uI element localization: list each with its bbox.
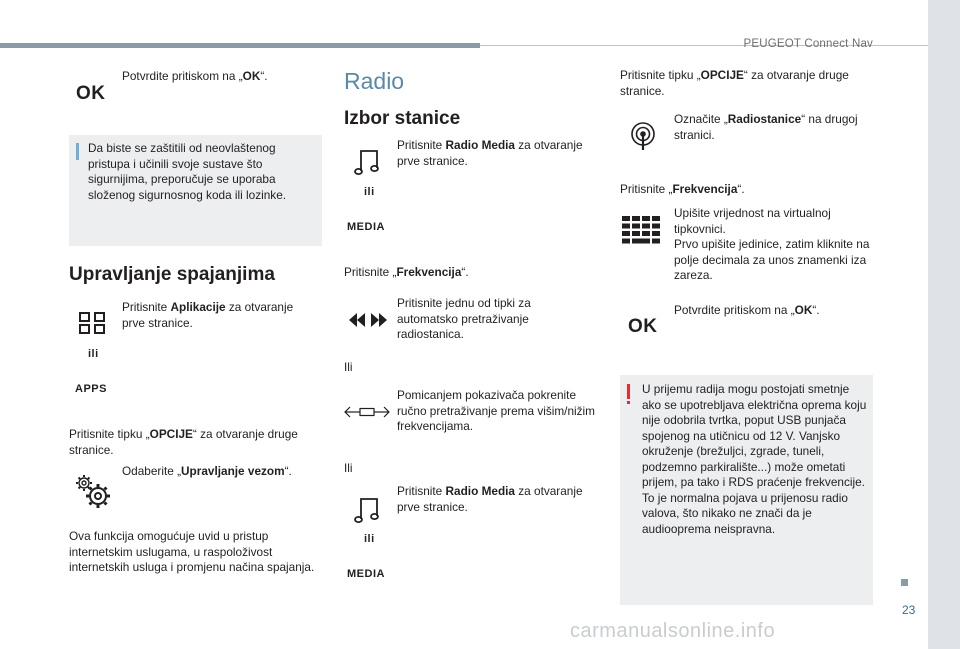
ok-icon: OK [628, 316, 658, 337]
frequency-slider-icon [344, 405, 390, 419]
apps-button-label: APPS [75, 383, 107, 395]
frequency-text: Pritisnite „Frekvencija“. [620, 182, 745, 196]
apps-text: Pritisnite Aplikacije za otvaranje prve stranice. [122, 300, 294, 330]
or-label-cap: Ili [344, 461, 353, 475]
keypad-text-line-1: Upišite vrijednost na virtualnoj tipkovnici. [674, 206, 831, 236]
or-label-cap: Ili [344, 360, 353, 374]
slider-text: Pomicanjem pokazivača pokrenite ručno pretraživanje prema višim/nižim frekvencijama. [397, 388, 595, 433]
or-label: ili [364, 186, 375, 198]
ok-icon: OK [76, 83, 106, 104]
info-text: Da biste se zaštitili od neovlaštenog pristupa i učinili svoje sustave što sigurnijima, preporučuje se uporaba složenog sigurnosnog koda ili lozinke. [88, 141, 287, 202]
radio-stations-text: Označite „Radiostanice“ na drugoj stranici. [674, 112, 858, 142]
media-button-label: MEDIA [347, 221, 385, 233]
station-selection-title: Izbor stanice [344, 108, 461, 129]
watermark: carmanualsonline.info [570, 620, 776, 642]
music-note-icon [354, 148, 380, 176]
page-number: 23 [902, 603, 916, 617]
radio-media-text: Pritisnite Radio Media za otvaranje prve stranice. [397, 138, 583, 168]
options-text: Pritisnite tipku „OPCIJE“ za otvaranje druge stranice. [620, 68, 849, 98]
select-connection-text: Odaberite „Upravljanje vezom“. [122, 464, 292, 478]
seek-arrows-icon [348, 312, 388, 328]
warning-text: U prijemu radija mogu postojati smetnje ako se upotrebljava električna oprema koju nije odobrila tvrtka, poput USB punjača spojenog na utičnicu od 12 V. Vanjsko okruženje (brežuljci, zgrade, tuneli, podzemno parkiralište...) može ometati prijem, pa tako i RDS praćenje frekvencije. To je normalna pojava u prijenosu radio valova, što nikako ne znači da je audiooprema neispravna. [642, 382, 867, 536]
radio-media-text: Pritisnite Radio Media za otvaranje prve stranice. [397, 484, 583, 514]
keypad-text-line-2: Prvo upišite jedinice, zatim kliknite na polje decimala za unos znamenki iza zareza. [674, 237, 870, 282]
music-note-icon [354, 496, 380, 524]
info-icon [76, 143, 79, 160]
confirm-ok-text: Potvrdite pritiskom na „OK“. [674, 303, 820, 317]
apps-grid-icon [79, 312, 105, 334]
or-label: ili [88, 348, 99, 360]
continue-marker [901, 579, 908, 586]
seek-text: Pritisnite jednu od tipki za automatsko pretraživanje radiostanica. [397, 296, 531, 341]
or-label: ili [364, 533, 375, 545]
frequency-text: Pritisnite „Frekvencija“. [344, 265, 469, 279]
confirm-ok-text: Potvrdite pritiskom na „OK“. [122, 69, 268, 83]
keypad-icon [622, 216, 660, 244]
warning-icon [627, 384, 630, 399]
header-bar [0, 43, 480, 48]
function-description: Ova funkcija omogućuje uvid u pristup internetskim uslugama, u raspoloživost internetskih usluga i promjenu načina spajanja. [69, 529, 315, 574]
warning-icon-dot [627, 401, 630, 404]
radio-antenna-icon [628, 121, 658, 151]
radio-title: Radio [344, 68, 405, 94]
media-button-label: MEDIA [347, 568, 385, 580]
section-title-connections: Upravljanje spajanjima [69, 264, 275, 285]
keypad-text [674, 206, 874, 284]
options-text: Pritisnite tipku „OPCIJE“ za otvaranje druge stranice. [69, 427, 298, 457]
page-edge-strip [928, 0, 960, 649]
brand-header: PEUGEOT Connect Nav [743, 38, 873, 50]
gear-icon [72, 472, 112, 510]
